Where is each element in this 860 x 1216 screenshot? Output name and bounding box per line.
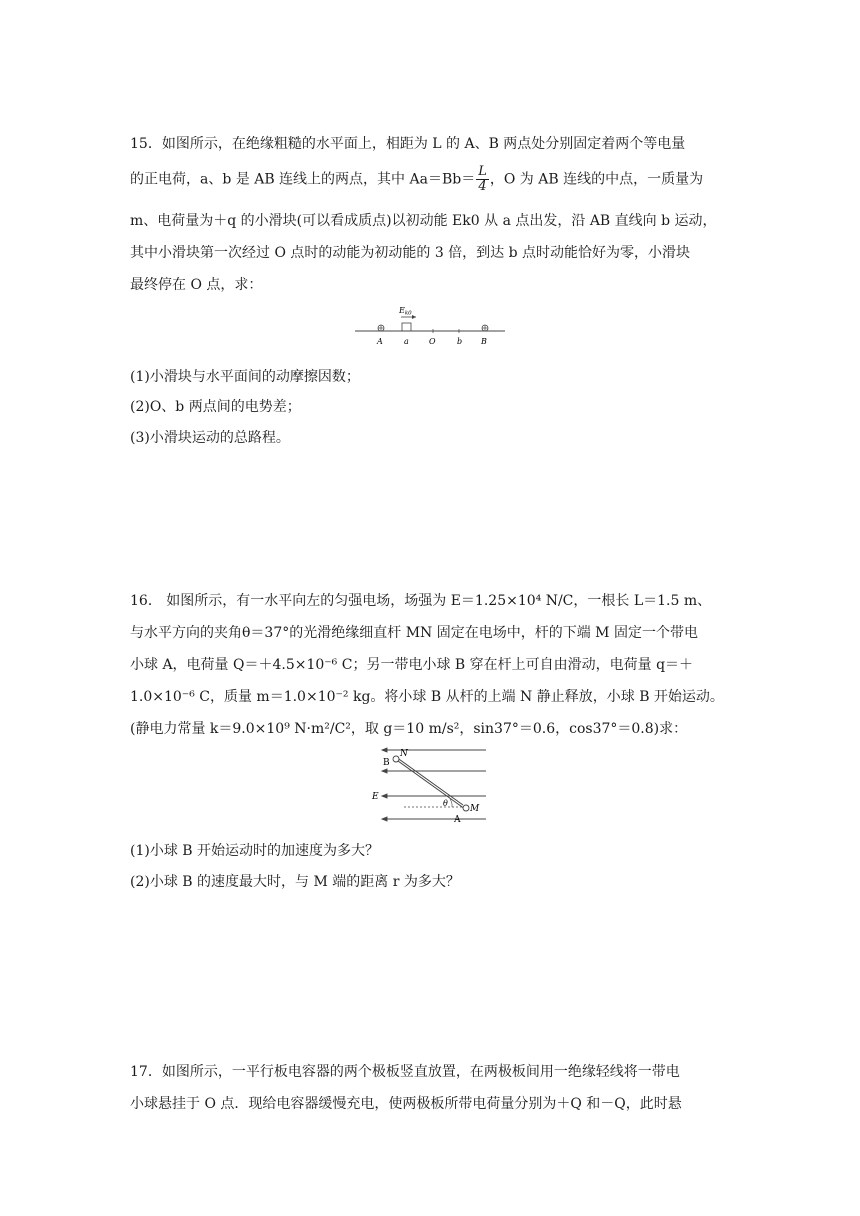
q15-line-1: 15．如图所示，在绝缘粗糙的水平面上，相距为 L 的 A、B 两点处分别固定着两个等电量 <box>130 136 686 152</box>
rod-mn <box>396 757 463 805</box>
q16-line-2: 与水平方向的夹角θ＝37°的光滑绝缘细直杆 MN 固定在电场中，杆的下端 M 固定一个带电 <box>130 625 698 641</box>
q15-figure <box>350 302 510 348</box>
charge-a-plus <box>378 325 384 331</box>
q15-line-3: m、电荷量为＋q 的小滑块(可以看成质点)以初动能 Ek0 从 a 点出发，沿 AB 直线向 b 运动， <box>130 213 717 229</box>
q15-question-2: (2)O、b 两点间的电势差； <box>130 399 301 415</box>
q15-line-2a: 的正电荷，a、b 是 AB 连线上的两点，其中 Aa＝Bb＝ <box>130 171 476 188</box>
label-b: b <box>457 337 463 346</box>
q16-question-2: (2)小球 B 的速度最大时，与 M 端的距离 r 为多大？ <box>130 874 460 890</box>
ball-b <box>393 756 399 762</box>
q15-question-1: (1)小滑块与水平面间的动摩擦因数； <box>130 369 360 385</box>
slider-block <box>402 323 411 331</box>
q15-question-3: (3)小滑块运动的总路程。 <box>130 430 290 446</box>
charge-b-plus <box>482 325 488 331</box>
q15-line-2b: ，O 为 AB 连线的中点，一质量为 <box>489 171 704 188</box>
q17-line-2: 小球悬挂于 O 点．现给电容器缓慢充电，使两极板所带电荷量分别为＋Q 和－Q，此时悬 <box>130 1096 682 1112</box>
label-B: B <box>383 758 390 768</box>
q16-line-3: 小球 A，电荷量 Q＝＋4.5×10⁻⁶ C；另一带电小球 B 穿在杆上可自由滑动，电荷量 q＝＋ <box>130 657 694 673</box>
q16-figure <box>364 744 490 824</box>
fraction-numerator: L <box>478 164 487 179</box>
label-B: B <box>481 337 487 346</box>
q16-line-4: 1.0×10⁻⁶ C，质量 m＝1.0×10⁻² kg。将小球 B 从杆的上端 N 静止释放，小球 B 开始运动。 <box>130 689 724 705</box>
q15-line-4: 其中小滑块第一次经过 O 点时的动能为初动能的 3 倍，到达 b 点时动能恰好为零，小滑块 <box>130 245 691 261</box>
ek0-label: Ek0 <box>399 306 412 317</box>
q16-question-1: (1)小球 B 开始运动时的加速度为多大？ <box>130 843 380 859</box>
label-E: E <box>372 792 379 802</box>
label-theta: θ <box>443 799 448 808</box>
q16-line-1: 16． 如图所示，有一水平向左的匀强电场，场强为 E＝1.25×10⁴ N/C，一根长 L＝1.5 m、 <box>130 593 712 609</box>
label-A: A <box>454 815 461 824</box>
q15-line-5: 最终停在 O 点，求： <box>130 277 263 293</box>
label-A: A <box>377 337 383 346</box>
label-M: M <box>470 804 480 814</box>
fraction-l-over-4 <box>476 165 489 194</box>
q16-line-5: (静电力常量 k＝9.0×10⁹ N·m²/C²，取 g＝10 m/s²，sin37°＝0.6，cos37°＝0.8)求： <box>130 721 688 737</box>
q15-line-2 <box>130 165 740 194</box>
fraction-denominator: 4 <box>478 179 487 194</box>
q17-line-1: 17．如图所示，一平行板电容器的两个极板竖直放置，在两极板间用一绝缘轻线将一带电 <box>130 1064 680 1080</box>
label-N: N <box>400 749 408 759</box>
label-a: a <box>404 337 409 346</box>
ball-a <box>463 805 469 811</box>
label-O: O <box>429 337 436 346</box>
